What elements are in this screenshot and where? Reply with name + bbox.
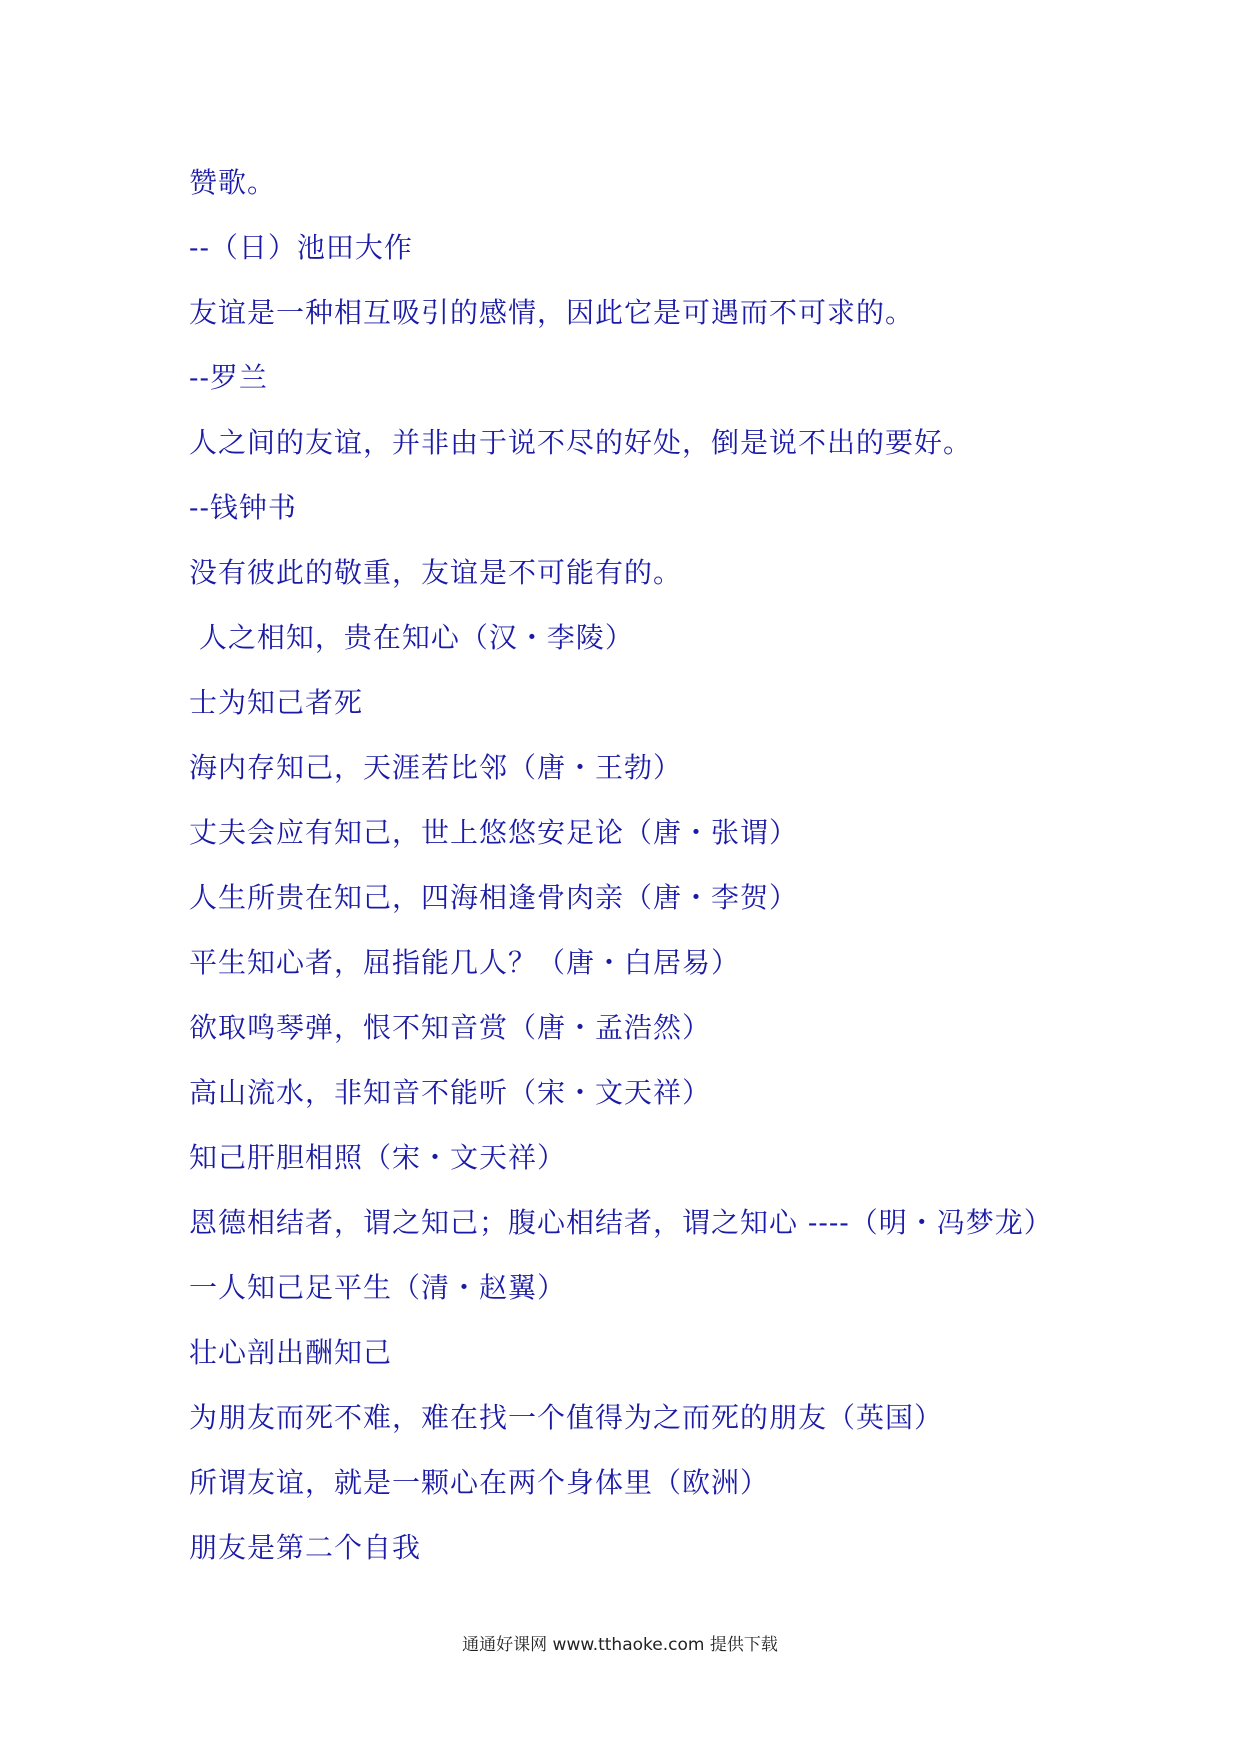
quote-line-19: 朋友是第二个自我 <box>189 1531 422 1564</box>
author-line-2: --罗兰 <box>189 361 268 394</box>
quote-line-14: 恩德相结者，谓之知己；腹心相结者，谓之知心 ----（明・冯梦龙） <box>189 1206 1053 1239</box>
quote-line-7: 海内存知己，天涯若比邻（唐・王勃） <box>189 751 683 784</box>
text-line-4: 没有彼此的敬重，友谊是不可能有的。 <box>189 556 683 589</box>
quote-line-16: 壮心剖出酬知己 <box>189 1336 393 1369</box>
quote-line-6: 士为知己者死 <box>189 686 364 719</box>
quote-line-13: 知己肝胆相照（宋・文天祥） <box>189 1141 567 1174</box>
quote-line-18: 所谓友谊，就是一颗心在两个身体里（欧洲） <box>189 1466 770 1499</box>
author-line-3: --钱钟书 <box>189 491 297 524</box>
quote-line-15: 一人知己足平生（清・赵翼） <box>189 1271 567 1304</box>
text-line-1: 赞歌。 <box>189 166 277 199</box>
quote-line-5: 人之相知，贵在知心（汉・李陵） <box>189 621 634 654</box>
quote-line-8: 丈夫会应有知己，世上悠悠安足论（唐・张谓） <box>189 816 799 849</box>
quote-line-12: 高山流水，非知音不能听（宋・文天祥） <box>189 1076 712 1109</box>
text-line-3: 人之间的友谊，并非由于说不尽的好处，倒是说不出的要好。 <box>189 426 973 459</box>
quote-line-17: 为朋友而死不难，难在找一个值得为之而死的朋友（英国） <box>189 1401 944 1434</box>
quote-list <box>189 159 1149 1589</box>
page-footer: 通通好课网 www.tthaoke.com 提供下载 <box>462 1635 778 1655</box>
text-line-2: 友谊是一种相互吸引的感情，因此它是可遇而不可求的。 <box>189 296 915 329</box>
author-line-1: --（日）池田大作 <box>189 231 413 264</box>
quote-line-9: 人生所贵在知己，四海相逢骨肉亲（唐・李贺） <box>189 881 799 914</box>
quote-line-10: 平生知心者，屈指能几人？（唐・白居易） <box>189 946 741 979</box>
quote-line-11: 欲取鸣琴弹，恨不知音赏（唐・孟浩然） <box>189 1011 712 1044</box>
